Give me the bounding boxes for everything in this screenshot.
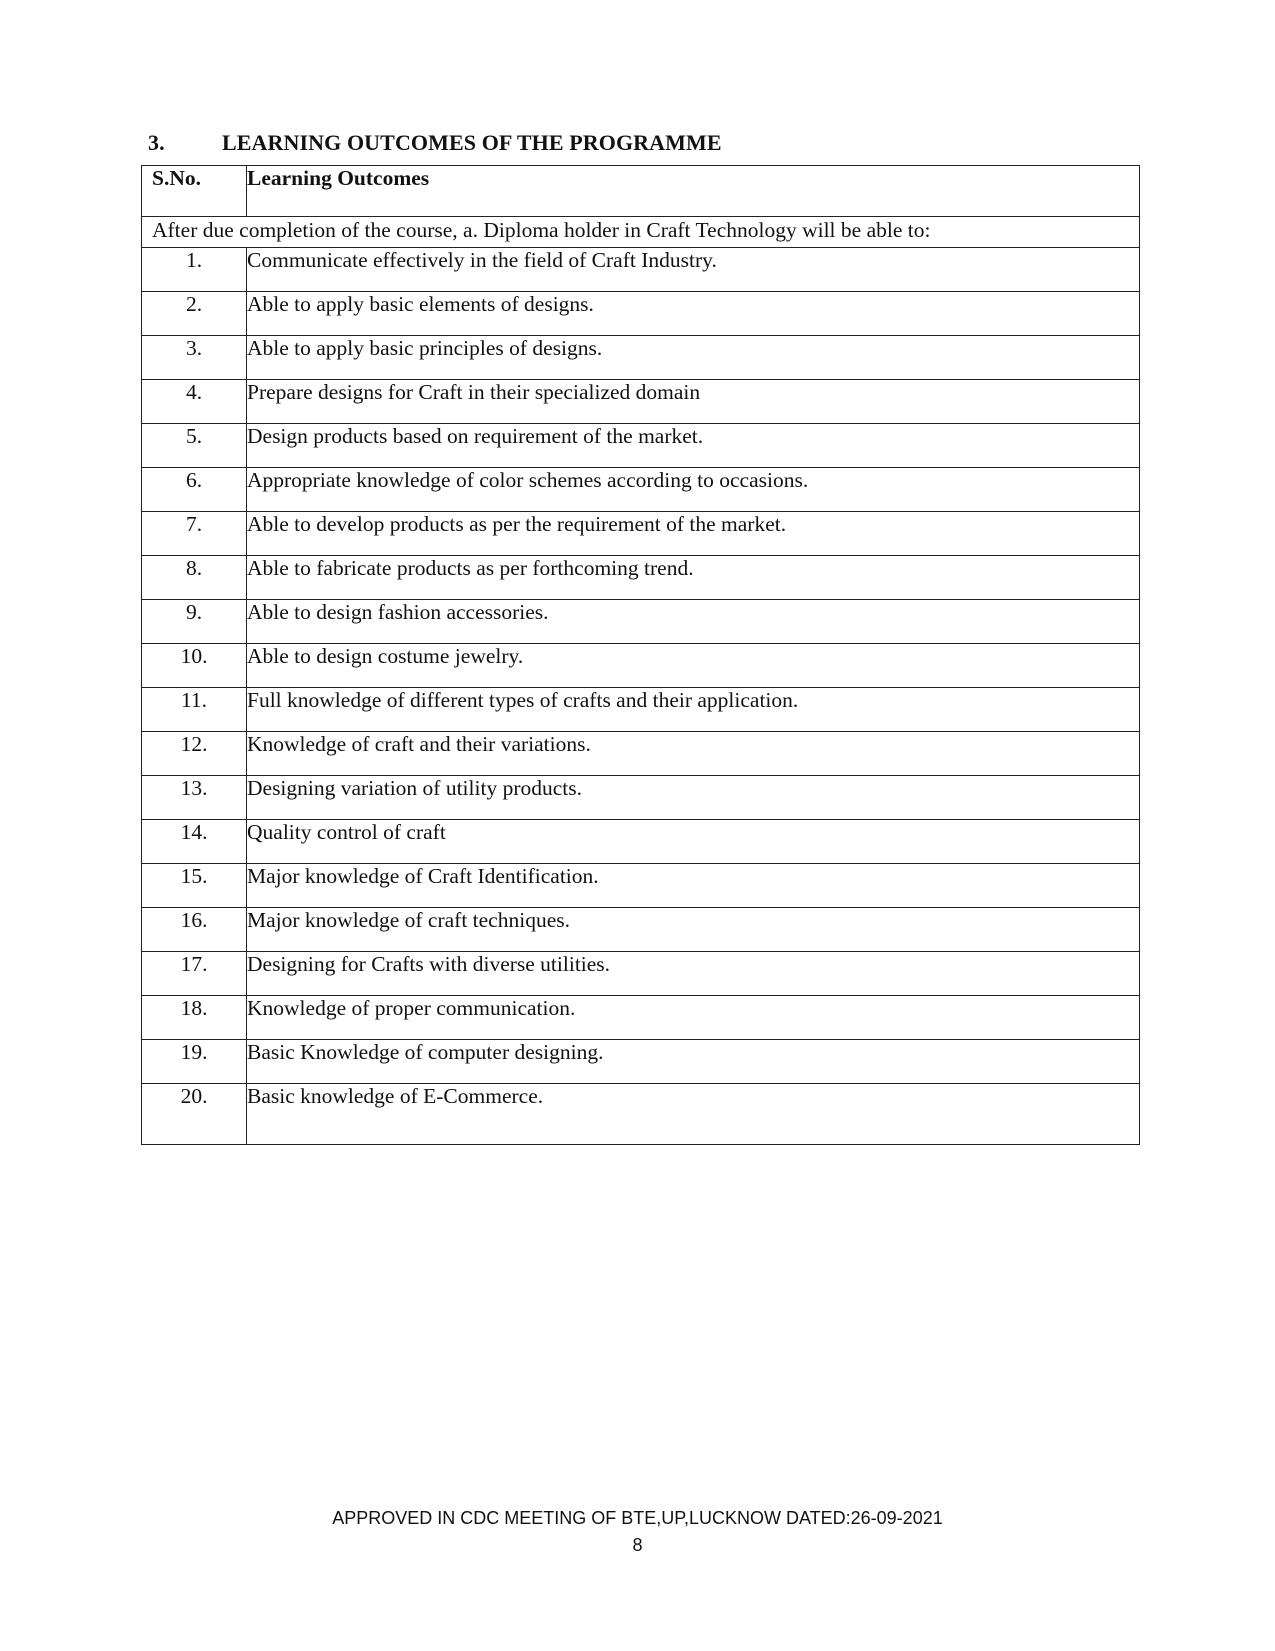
row-sno: 5. xyxy=(142,424,247,468)
table-row xyxy=(142,1040,1140,1084)
row-outcome: Appropriate knowledge of color schemes according to occasions. xyxy=(247,468,1140,512)
table-row xyxy=(142,776,1140,820)
table-header-row xyxy=(142,166,1140,217)
row-sno: 17. xyxy=(142,952,247,996)
row-outcome: Able to design costume jewelry. xyxy=(247,644,1140,688)
row-outcome: Designing variation of utility products. xyxy=(247,776,1140,820)
row-sno: 16. xyxy=(142,908,247,952)
table-row xyxy=(142,820,1140,864)
header-learning-outcomes: Learning Outcomes xyxy=(247,166,1140,217)
row-outcome: Able to apply basic elements of designs. xyxy=(247,292,1140,336)
table-row xyxy=(142,468,1140,512)
row-outcome: Able to fabricate products as per forthcoming trend. xyxy=(247,556,1140,600)
table-intro-row xyxy=(142,217,1140,248)
row-sno: 8. xyxy=(142,556,247,600)
table-row xyxy=(142,996,1140,1040)
row-sno: 6. xyxy=(142,468,247,512)
row-sno: 9. xyxy=(142,600,247,644)
row-outcome: Knowledge of craft and their variations. xyxy=(247,732,1140,776)
row-outcome: Able to develop products as per the requirement of the market. xyxy=(247,512,1140,556)
row-outcome: Quality control of craft xyxy=(247,820,1140,864)
section-number: 3. xyxy=(148,130,165,155)
row-sno: 18. xyxy=(142,996,247,1040)
row-sno: 4. xyxy=(142,380,247,424)
section-title: LEARNING OUTCOMES OF THE PROGRAMME xyxy=(222,130,722,155)
table-row xyxy=(142,424,1140,468)
row-outcome: Major knowledge of Craft Identification. xyxy=(247,864,1140,908)
intro-text: After due completion of the course, a. Diploma holder in Craft Technology will be able to: xyxy=(142,217,1140,248)
row-outcome: Basic knowledge of E-Commerce. xyxy=(247,1084,1140,1145)
row-sno: 1. xyxy=(142,248,247,292)
approval-footer: APPROVED IN CDC MEETING OF BTE,UP,LUCKNOW DATED:26-09-2021 xyxy=(332,1508,943,1528)
row-outcome: Prepare designs for Craft in their specialized domain xyxy=(247,380,1140,424)
table-row xyxy=(142,336,1140,380)
table-row xyxy=(142,952,1140,996)
row-outcome: Designing for Crafts with diverse utilities. xyxy=(247,952,1140,996)
row-outcome: Knowledge of proper communication. xyxy=(247,996,1140,1040)
page-number: 8 xyxy=(632,1535,643,1555)
row-sno: 14. xyxy=(142,820,247,864)
section-heading xyxy=(148,130,722,156)
row-sno: 20. xyxy=(142,1084,247,1145)
row-sno: 11. xyxy=(142,688,247,732)
row-outcome: Major knowledge of craft techniques. xyxy=(247,908,1140,952)
row-sno: 3. xyxy=(142,336,247,380)
table-row xyxy=(142,688,1140,732)
table-row xyxy=(142,644,1140,688)
row-sno: 7. xyxy=(142,512,247,556)
learning-outcomes-table xyxy=(141,165,1140,1145)
table-row xyxy=(142,292,1140,336)
row-outcome: Design products based on requirement of the market. xyxy=(247,424,1140,468)
table-row xyxy=(142,864,1140,908)
table-row xyxy=(142,908,1140,952)
table-row xyxy=(142,600,1140,644)
row-outcome: Communicate effectively in the field of Craft Industry. xyxy=(247,248,1140,292)
row-sno: 2. xyxy=(142,292,247,336)
row-outcome: Full knowledge of different types of crafts and their application. xyxy=(247,688,1140,732)
row-outcome: Able to design fashion accessories. xyxy=(247,600,1140,644)
header-sno: S.No. xyxy=(142,166,247,217)
table-row xyxy=(142,556,1140,600)
table-row xyxy=(142,1084,1140,1145)
row-outcome: Able to apply basic principles of designs. xyxy=(247,336,1140,380)
row-sno: 19. xyxy=(142,1040,247,1084)
table-row xyxy=(142,512,1140,556)
table-row xyxy=(142,732,1140,776)
row-outcome: Basic Knowledge of computer designing. xyxy=(247,1040,1140,1084)
row-sno: 13. xyxy=(142,776,247,820)
row-sno: 12. xyxy=(142,732,247,776)
table-row xyxy=(142,248,1140,292)
row-sno: 10. xyxy=(142,644,247,688)
table-row xyxy=(142,380,1140,424)
row-sno: 15. xyxy=(142,864,247,908)
